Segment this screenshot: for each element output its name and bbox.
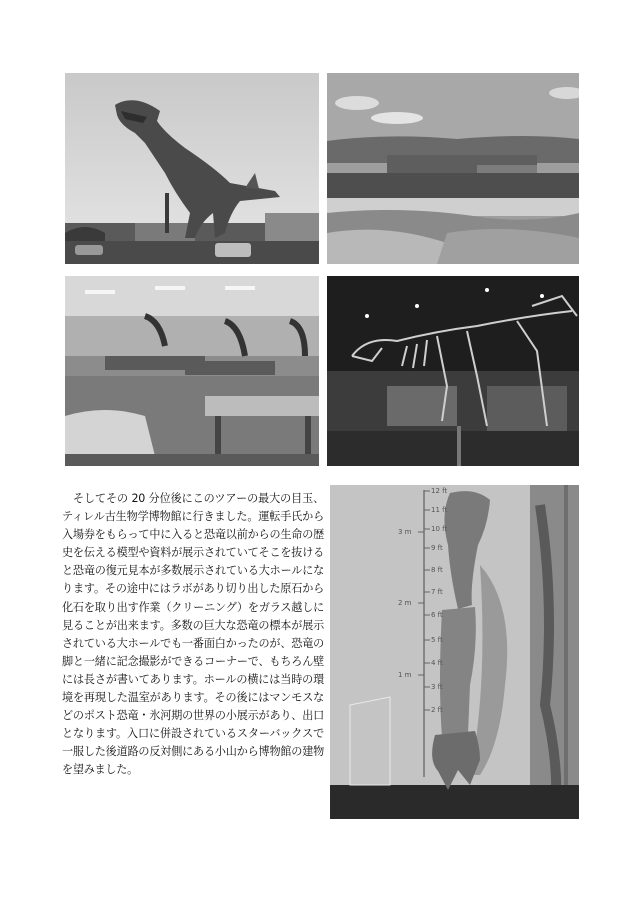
scale-label-6ft: 6 ft	[431, 611, 443, 619]
scale-label-2ft: 2 ft	[431, 706, 443, 714]
scale-label-3ft: 3 ft	[431, 683, 443, 691]
scale-label-5ft: 5 ft	[431, 636, 443, 644]
scale-label-10ft: 10 ft	[431, 525, 448, 533]
photo-dinosaur-leg-height-scale	[330, 485, 579, 819]
scale-label-2m: 2 m	[398, 599, 412, 607]
scale-label-8ft: 8 ft	[431, 566, 443, 574]
scale-label-1m: 1 m	[398, 671, 412, 679]
photo-museum-landscape	[327, 73, 579, 264]
photo-trex-statue	[65, 73, 319, 264]
scale-label-12ft: 12 ft	[431, 487, 448, 495]
photo-skeleton-hall	[327, 276, 579, 466]
scale-label-3m: 3 m	[398, 528, 412, 536]
photo-fossil-lab	[65, 276, 319, 466]
article-paragraph: そしてその 20 分位後にこのツアーの最大の目玉、ティレル古生物学博物館に行きました。運転手氏から入場券をもらって中に入ると恐竜以前からの生命の歴史を伝える模型や資料が展示されていてそこを抜けると恐竜の復元見本が多数展示されている大ホールになります。その途中にはラボがあり切り出した原石から化石を取り出す作業（クリーニング）をガラス越しに見ることが出来ます。多数の巨大な恐竜の標本が展示されている大ホールでも一番面白かったのが、恐竜の脚と一緒に記念撮影ができるコーナーで、もちろん壁には長さが書いてあります。ホールの横には当時の環境を再現した温室があります。その後にはマンモスなどのポスト恐竜・氷河期の世界の小展示があり、出口となります。入口に併設されているスターバックスで一服した後道路の反対側にある小山から博物館の建物を望みました。	[62, 492, 324, 777]
scale-label-7ft: 7 ft	[431, 588, 443, 596]
scale-label-4ft: 4 ft	[431, 659, 443, 667]
scale-label-9ft: 9 ft	[431, 544, 443, 552]
scale-label-11ft: 11 ft	[431, 506, 448, 514]
